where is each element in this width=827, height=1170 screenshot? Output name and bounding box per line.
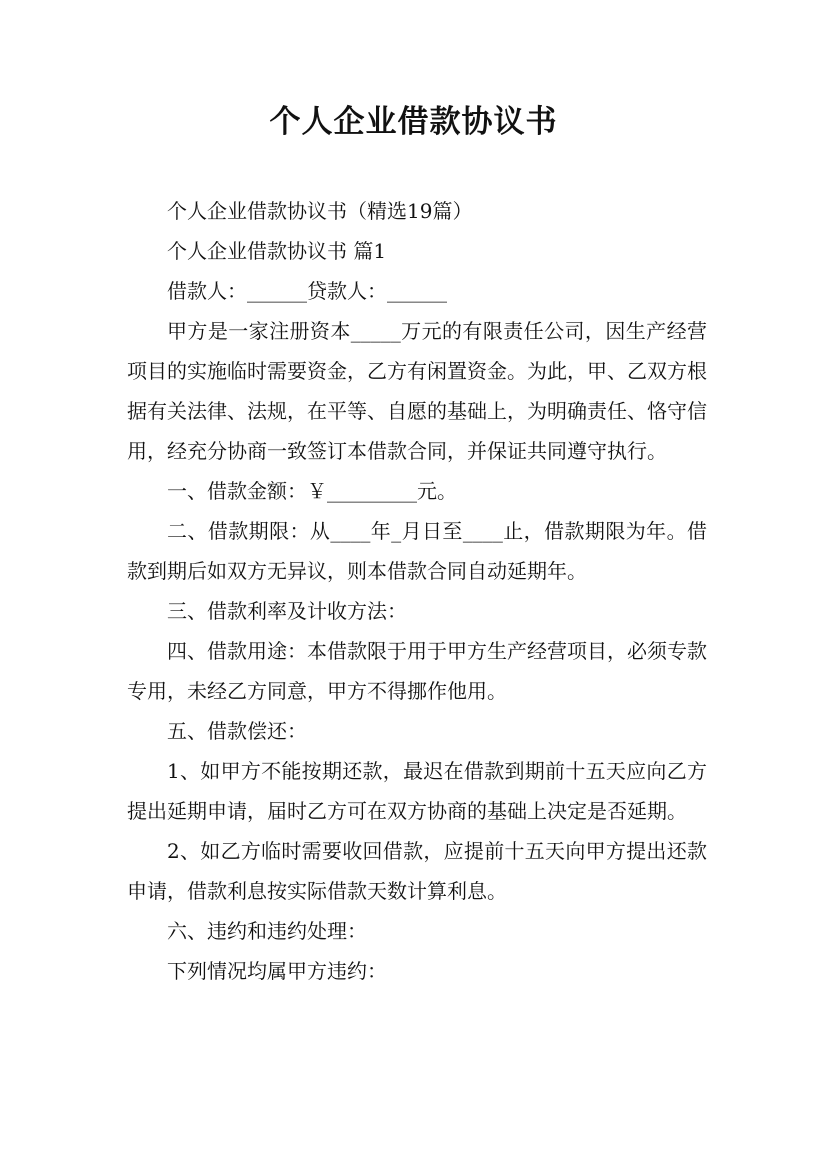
- paragraph-article-heading: 个人企业借款协议书 篇1: [167, 239, 387, 263]
- clause-breach: 六、违约和违约处理：: [167, 919, 367, 943]
- document-body: [127, 191, 707, 991]
- paragraph-preamble: 甲方是一家注册资本_____万元的有限责任公司，因生产经营项目的实施临时需要资金，乙方有闲置资金。为此，甲、乙双方根据有关法律、法规，在平等、自愿的基础上，为明确责任、恪守信用，经充分协商一致签订本借款合同，并保证共同遵守执行。: [127, 319, 707, 463]
- paragraph-collection-title: 个人企业借款协议书（精选19篇）: [167, 199, 473, 223]
- clause-breach-intro: 下列情况均属甲方违约：: [167, 959, 387, 983]
- clause-repayment-item-2: 2、如乙方临时需要收回借款，应提前十五天向甲方提出还款申请，借款利息按实际借款天数计算利息。: [127, 839, 707, 903]
- clause-loan-term: 二、借款期限：从____年_月日至____止，借款期限为年。借款到期后如双方无异议，则本借款合同自动延期年。: [127, 519, 707, 583]
- document-title: 个人企业借款协议书: [269, 104, 558, 140]
- paragraph-parties: 借款人：______贷款人：______: [167, 279, 447, 303]
- clause-loan-amount: 一、借款金额：￥_________元。: [167, 479, 457, 503]
- clause-interest-rate: 三、借款利率及计收方法：: [167, 599, 407, 623]
- clause-repayment-item-1: 1、如甲方不能按期还款，最迟在借款到期前十五天应向乙方提出延期申请，届时乙方可在双方协商的基础上决定是否延期。: [127, 759, 707, 823]
- clause-loan-purpose: 四、借款用途：本借款限于用于甲方生产经营项目，必须专款专用，未经乙方同意，甲方不得挪作他用。: [127, 639, 707, 703]
- clause-repayment: 五、借款偿还：: [167, 719, 307, 743]
